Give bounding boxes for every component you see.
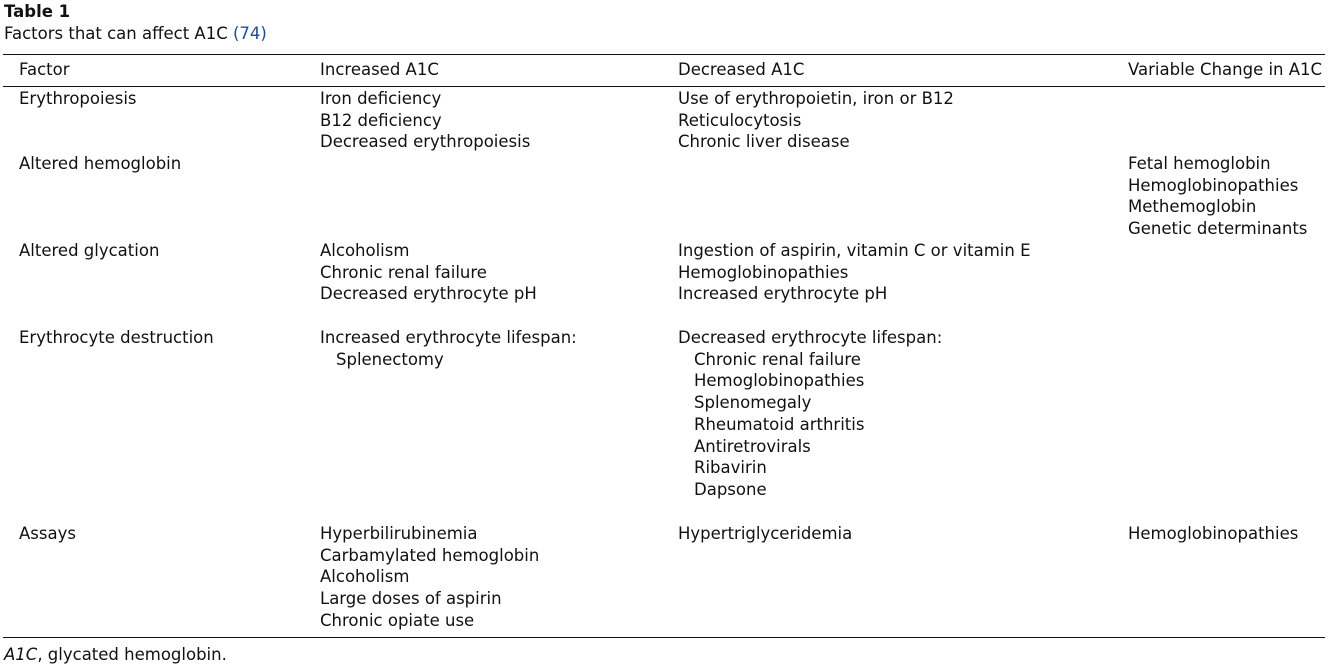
list-item: Dapsone [694, 479, 767, 499]
row-0-factor: Erythropoiesis [19, 89, 137, 108]
row-0-increased [320, 88, 530, 153]
table-title: Table 1 [4, 2, 71, 21]
caption-citation-link[interactable]: (74) [232, 24, 267, 43]
row-1-variable [1128, 153, 1307, 240]
row-4-factor: Assays [19, 524, 76, 543]
list-item: Fetal hemoglobin [1128, 154, 1271, 173]
row-1-factor: Altered hemoglobin [19, 154, 182, 173]
list-item: Chronic renal failure [694, 349, 861, 369]
list-item: Antiretrovirals [694, 436, 811, 456]
row-2-decreased [678, 240, 1031, 305]
list-item: Ribavirin [694, 458, 767, 478]
list-item: Hemoglobinopathies [678, 262, 849, 282]
list-item: Decreased erythrocyte pH [320, 284, 537, 304]
footnote-abbreviation: A1C [4, 645, 38, 664]
list-item: Ingestion of aspirin, vitamin C or vitamin E [678, 241, 1031, 260]
list-item: Hyperbilirubinemia [320, 524, 478, 543]
row-3-decreased [678, 327, 942, 501]
row-3-increased [320, 327, 577, 370]
list-item: Alcoholism [320, 241, 410, 260]
list-item: Genetic determinants [1128, 219, 1308, 239]
list-item: Hemoglobinopathies [694, 371, 865, 391]
list-item: Chronic opiate use [320, 610, 475, 630]
row-2-increased [320, 240, 537, 305]
list-item: B12 deficiency [320, 110, 442, 130]
list-item: Decreased erythropoiesis [320, 132, 531, 152]
table-bottom-rule [3, 637, 1325, 638]
list-item: Hemoglobinopathies [1128, 524, 1299, 543]
header-increased: Increased A1C [320, 60, 439, 79]
list-item: Hemoglobinopathies [1128, 175, 1299, 195]
list-item: Iron deficiency [320, 89, 442, 108]
row-4-decreased [678, 523, 852, 545]
header-decreased: Decreased A1C [678, 60, 805, 79]
list-item: Alcoholism [320, 567, 410, 587]
list-item: Use of erythropoietin, iron or B12 [678, 89, 954, 108]
list-item: Reticulocytosis [678, 110, 802, 130]
subheading: Decreased erythrocyte lifespan: [678, 328, 943, 347]
row-4-increased [320, 523, 539, 632]
row-0-decreased [678, 88, 954, 153]
footnote-text: , glycated hemoglobin. [37, 645, 227, 664]
table-caption [4, 24, 267, 44]
header-variable: Variable Change in A1C [1128, 60, 1323, 79]
list-item: Increased erythrocyte pH [678, 284, 888, 304]
header-factor: Factor [19, 60, 70, 79]
row-3-factor: Erythrocyte destruction [19, 328, 214, 347]
table-top-rule [3, 54, 1325, 55]
row-2-factor: Altered glycation [19, 241, 160, 260]
list-item: Splenomegaly [694, 393, 812, 413]
caption-text: Factors that can affect A1C [4, 24, 233, 43]
list-item: Chronic liver disease [678, 132, 850, 152]
list-item: Splenectomy [336, 349, 444, 369]
list-item: Chronic renal failure [320, 262, 487, 282]
list-item: Rheumatoid arthritis [694, 414, 865, 434]
row-4-variable [1128, 523, 1298, 545]
table-footnote [4, 645, 227, 665]
list-item: Large doses of aspirin [320, 589, 502, 609]
list-item: Hypertriglyceridemia [678, 524, 853, 543]
table-header-rule [3, 86, 1325, 87]
list-item: Carbamylated hemoglobin [320, 545, 540, 565]
list-item: Methemoglobin [1128, 197, 1257, 217]
subheading: Increased erythrocyte lifespan: [320, 328, 577, 347]
